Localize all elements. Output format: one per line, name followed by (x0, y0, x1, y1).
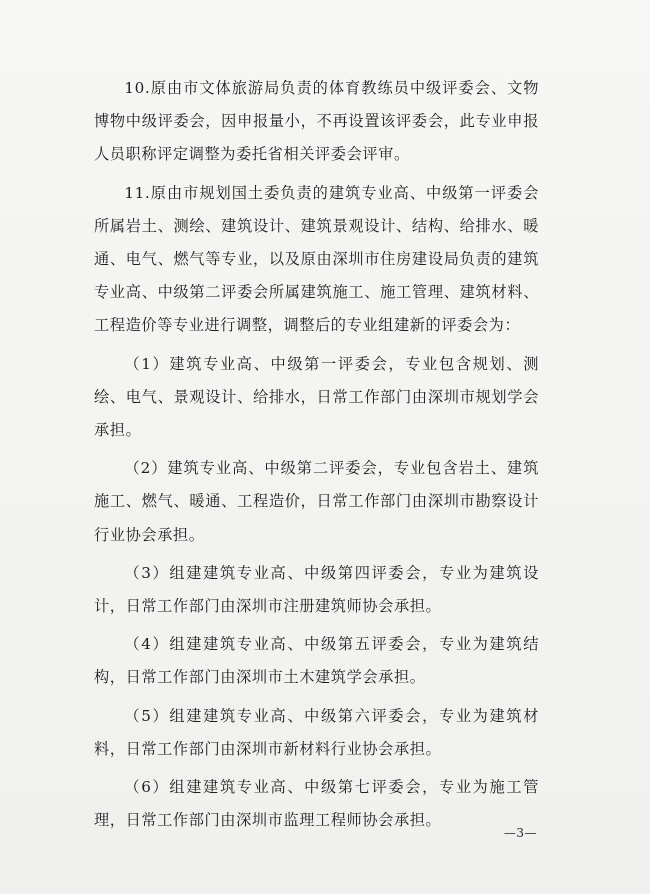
paragraph-subitem-4: （4）组建建筑专业高、中级第五评委会，专业为建筑结构，日常工作部门由深圳市土木建筑学会承担。 (94, 635, 539, 687)
paragraph-subitem-2: （2）建筑专业高、中级第二评委会，专业包含岩土、建筑施工、燃气、暖通、工程造价，日常工作部门由深圳市勘察设计行业协会承担。 (94, 459, 539, 544)
paragraph-subitem-1: （1）建筑专业高、中级第一评委会，专业包含规划、测绘、电气、景观设计、给排水，日常工作部门由深圳市规划学会承担。 (94, 354, 539, 440)
paragraph-subitem-6: （6）组建建筑专业高、中级第七评委会，专业为施工管理，日常工作部门由深圳市监理工程师协会承担。 (94, 778, 539, 830)
paragraph-subitem-5: （5）组建建筑专业高、中级第六评委会，专业为建筑材料，日常工作部门由深圳市新材料行业协会承担。 (94, 706, 539, 758)
paragraph-item-10: 10.原由市文体旅游局负责的体育教练员中级评委会、文物博物中级评委会，因申报量小，不再设置该评委会，此专业申报人员职称评定调整为委托省相关评委会评审。 (94, 79, 539, 164)
document-body (94, 72, 539, 842)
page-number: —3— (503, 826, 537, 840)
paragraph-item-11: 11.原由市规划国土委负责的建筑专业高、中级第一评委会所属岩土、测绘、建筑设计、建筑景观设计、结构、给排水、暖通、电气、燃气等专业，以及原由深圳市住房建设局负责的建筑专业高、中级第二评委会所属建筑施工、施工管理、建筑材料、工程造价等专业进行调整，调整后的专业组建新的评委会为： (94, 183, 539, 335)
paragraph-subitem-3: （3）组建建筑专业高、中级第四评委会，专业为建筑设计，日常工作部门由深圳市注册建筑师协会承担。 (94, 563, 539, 616)
